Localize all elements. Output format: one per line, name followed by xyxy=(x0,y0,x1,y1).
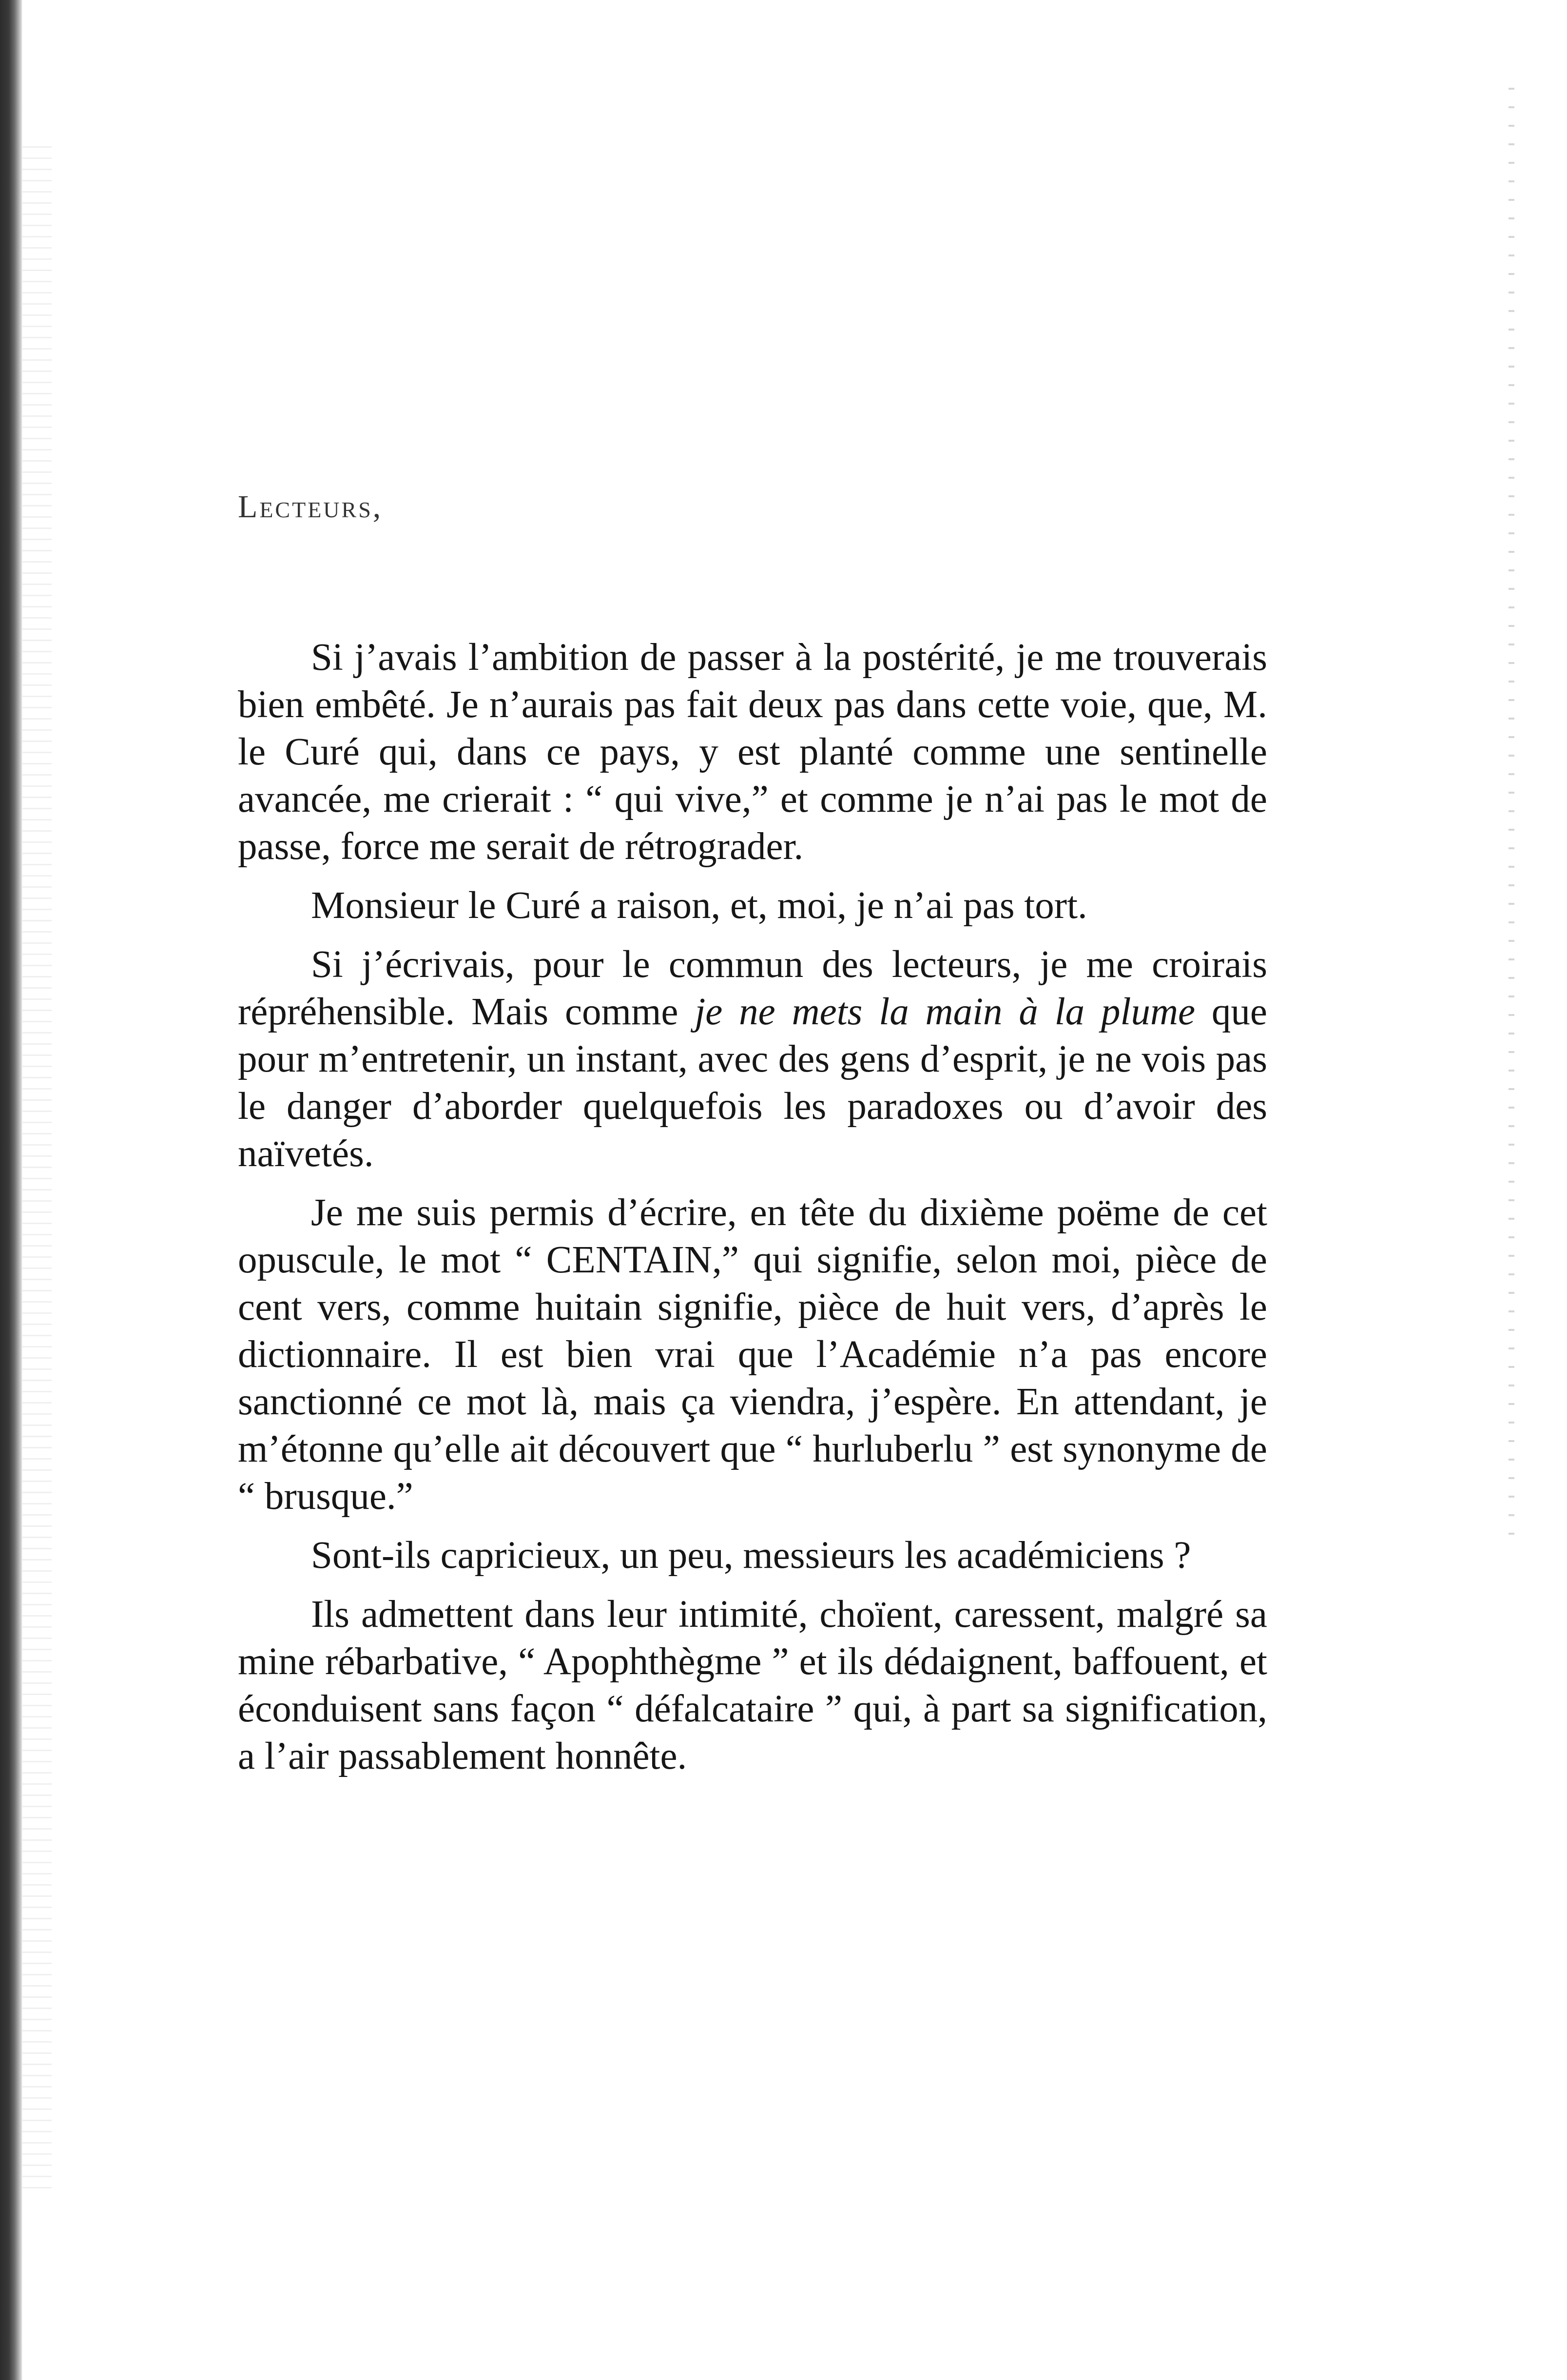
paragraph-2: Monsieur le Curé a raison, et, moi, je n’ai pas tort. xyxy=(311,884,1087,927)
scan-noise-right xyxy=(1509,88,1514,1550)
text-block xyxy=(238,488,1267,1792)
paragraph-6: Ils admettent dans leur intimité, choïent, caressent, malgré sa mine rébarbative, “ Apophthègme ” et ils dédaignent, baffouent, et éconduisent sans façon “ défalcataire ” qui, à part sa signification, a l’air passablement honnête. xyxy=(238,1593,1267,1777)
scan-noise-left xyxy=(22,146,52,2194)
page-heading: Lecteurs, xyxy=(238,489,383,525)
paragraph-3-italic: je ne mets la main à la plume xyxy=(695,991,1196,1033)
binding-edge xyxy=(0,0,22,2380)
paragraph-5: Sont-ils capricieux, un peu, messieurs les académiciens ? xyxy=(311,1534,1191,1577)
paragraph-4: Je me suis permis d’écrire, en tête du dixième poëme de cet opuscule, le mot “ CENTAIN,” qui signifie, selon moi, pièce de cent vers, comme huitain signifie, pièce de huit vers, d’après le dictionnaire. Il est bien vrai que l’Académie n’a pas encore sanctionné ce mot là, mais ça viendra, j’espère. En attendant, je m’étonne qu’elle ait découvert que “ hurluberlu ” est synonyme de “ brusque.” xyxy=(238,1191,1267,1518)
paragraph-3-start: Si j’écrivais, pour le commun des lecteurs, je me croirais répréhensible. Mais comme xyxy=(238,943,1267,1033)
paragraph-3-end: que pour m’entretenir, un instant, avec des gens d’esprit, je ne vois pas le danger d’aborder quelquefois les paradoxes ou d’avoir des naïvetés. xyxy=(238,991,1267,1175)
paragraph-1: Si j’avais l’ambition de passer à la postérité, je me trouverais bien embêté. Je n’aurais pas fait deux pas dans cette voie, que, M. le Curé qui, dans ce pays, y est planté comme une sentinelle avancée, me crierait : “ qui vive,” et comme je n’ai pas le mot de passe, force me serait de rétrograder. xyxy=(238,636,1267,868)
paragraph-3 xyxy=(238,941,1267,1177)
